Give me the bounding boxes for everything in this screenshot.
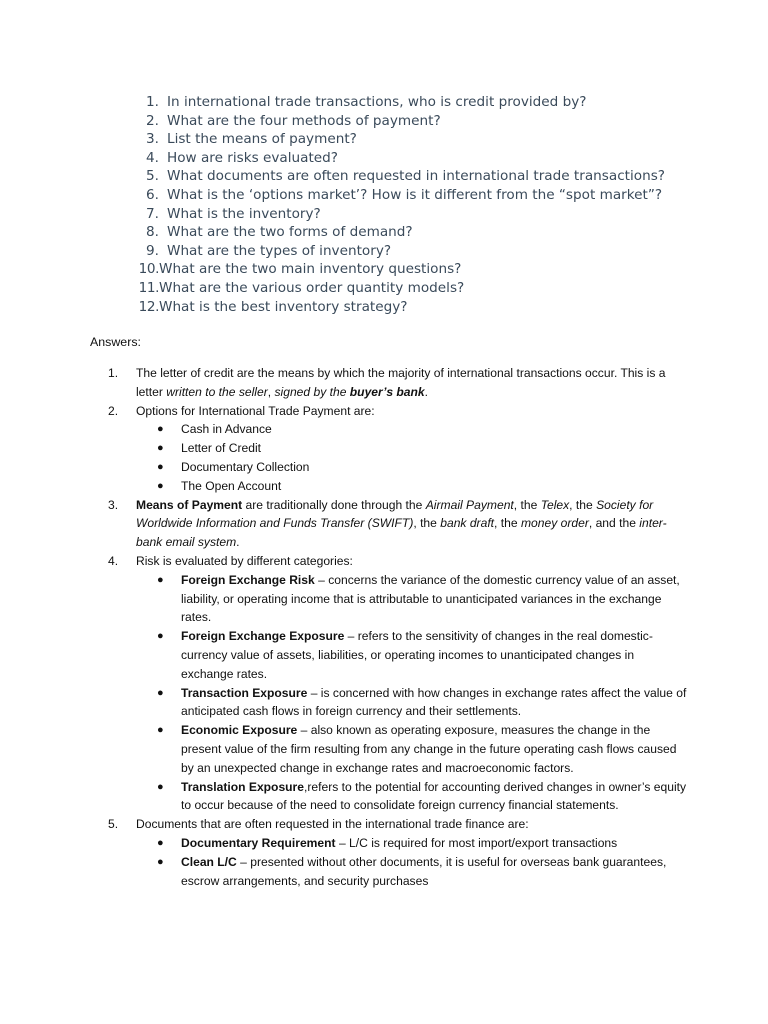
bullet-item: [157, 458, 688, 477]
list-item: [133, 186, 733, 205]
bullet-term: Translation Exposure: [181, 779, 304, 794]
question-number: 6.: [146, 186, 159, 203]
question-text: What is the ‘options market’? How is it different from the “spot market”?: [167, 186, 663, 203]
bullet-icon: ●: [157, 442, 164, 455]
answer-item-1: [108, 364, 688, 402]
question-text: In international trade transactions, who is credit provided by?: [167, 94, 587, 110]
list-item: [133, 298, 733, 317]
bullet-icon: ●: [157, 460, 164, 473]
question-number: 12.: [138, 298, 159, 315]
bullet-icon: ●: [157, 855, 164, 868]
list-item: [133, 112, 733, 131]
bullet-term: Clean L/C: [181, 854, 237, 869]
bullet-text: Documentary Collection: [181, 459, 310, 474]
bullet-text: [181, 721, 688, 777]
question-number: 2.: [146, 112, 159, 129]
bullet-text: The Open Account: [181, 478, 282, 493]
bullet-text: [181, 778, 688, 816]
answer-number: 3.: [108, 497, 119, 512]
answer-number: 5.: [108, 817, 119, 832]
bullet-text: [181, 627, 688, 683]
answer-text-italic: written to the seller: [166, 384, 268, 399]
question-number: 10.: [138, 261, 159, 278]
list-item: [133, 205, 733, 224]
bullet-icon: ●: [157, 686, 164, 699]
answer-text-part: are traditionally done through the: [242, 497, 426, 512]
answer-body: [136, 815, 688, 890]
question-number: 4.: [146, 149, 159, 166]
bullet-description: – presented without other documents, it is useful for overseas bank guarantees, escrow arrangements, and security purchases: [181, 854, 667, 888]
list-item: [133, 149, 733, 168]
question-text: What are the four methods of payment?: [167, 112, 441, 129]
bullet-item: [157, 721, 688, 777]
answer-number: 2.: [108, 403, 119, 418]
answer-text-italic: bank draft: [440, 516, 495, 531]
bullet-description: – is concerned with how changes in exchange rates affect the value of anticipated cash flows in foreign currency and their settlements.: [181, 685, 687, 719]
question-text: What are the various order quantity models?: [159, 279, 465, 296]
bullet-item: [157, 571, 688, 627]
answer-text-italic: Telex: [540, 497, 570, 512]
answer-intro: Documents that are often requested in the international trade finance are:: [136, 817, 529, 832]
question-text: What are the types of inventory?: [167, 242, 392, 259]
bullet-list: [136, 571, 688, 815]
bullet-icon: ●: [157, 423, 164, 436]
bullet-item: [157, 439, 688, 458]
answer-text: [136, 364, 688, 402]
question-number: 5.: [146, 168, 159, 185]
bullet-description: – L/C is required for most import/export transactions: [335, 835, 618, 850]
list-item: [133, 223, 733, 242]
bullet-icon: ●: [157, 836, 164, 849]
question-number: 7.: [146, 205, 159, 222]
answer-text-part: ,: [267, 384, 275, 399]
question-text: What documents are often requested in international trade transactions?: [167, 168, 666, 185]
bullet-description: ,refers to the potential for accounting derived changes in owner’s equity to occur because of the need to consolidate foreign currency financial statements.: [181, 779, 687, 813]
bullet-icon: ●: [157, 479, 164, 492]
answer-intro: Options for International Trade Payment are:: [136, 403, 375, 418]
answers-heading: Answers:: [90, 335, 141, 349]
answer-text-part: The letter of credit are the means by which the majority of international transactions occur. This is a letter: [136, 366, 666, 399]
answer-text-part: , and the: [588, 516, 640, 531]
answer-item-4: [108, 552, 688, 815]
list-item: [133, 260, 733, 279]
list-item: [133, 167, 733, 186]
list-item: [133, 242, 733, 261]
answer-item-2: [108, 402, 688, 496]
answer-item-3: [108, 496, 688, 552]
answer-item-5: [108, 815, 688, 890]
bullet-item: [157, 778, 688, 816]
question-text: What is the inventory?: [167, 205, 321, 222]
bullet-item: [157, 684, 688, 722]
question-number: 9.: [146, 242, 159, 259]
bullet-text: Letter of Credit: [181, 441, 261, 456]
list-item: [133, 93, 733, 112]
bullet-term: Documentary Requirement: [181, 835, 336, 850]
answer-body: [136, 552, 688, 815]
bullet-description: – also known as operating exposure, measures the change in the present value of the firm resulting from any change in the future operating cash flows caused by an unexpected change in exchange rates and macroeconomic factors.: [181, 723, 677, 775]
answer-intro: Risk is evaluated by different categories:: [136, 553, 353, 568]
bullet-text: [181, 571, 688, 627]
bullet-text: [181, 853, 688, 891]
answer-text-part: , the: [494, 516, 521, 531]
bullet-text: [181, 834, 688, 853]
answer-text-part: .: [236, 535, 240, 550]
bullet-description: – refers to the sensitivity of changes in the real domestic-currency value of assets, liabilities, or operating incomes to unanticipated changes in exchange rates.: [181, 629, 653, 681]
bullet-list: [136, 420, 688, 495]
answer-text-italic: inter-bank email system: [136, 516, 667, 550]
answers-list: [108, 364, 688, 890]
answer-text-italic: signed by the: [274, 384, 350, 399]
answer-text-part: .: [424, 384, 429, 399]
bullet-term: Foreign Exchange Exposure: [181, 629, 345, 644]
question-number: 11.: [138, 279, 159, 296]
answer-text-part: , the: [413, 516, 441, 531]
answer-text-italic: Airmail Payment: [425, 497, 514, 512]
questions-list: [133, 93, 733, 316]
answer-text-italic: Society for Worldwide Information and Funds Transfer (SWIFT): [136, 497, 654, 531]
bullet-icon: ●: [157, 573, 164, 586]
question-number: 3.: [146, 131, 159, 148]
question-text: What are the two forms of demand?: [167, 224, 413, 241]
question-text: What is the best inventory strategy?: [159, 298, 408, 315]
bullet-description: – concerns the variance of the domestic currency value of an asset, liability, or operating income that is attributable to unanticipated variances in the exchange rates.: [181, 572, 680, 625]
bullet-text: [181, 684, 688, 722]
bullet-icon: ●: [157, 724, 164, 737]
question-text: List the means of payment?: [167, 131, 357, 148]
answer-text-part: , the: [513, 497, 541, 512]
answer-text: [136, 496, 688, 552]
bullet-text: Cash in Advance: [181, 422, 272, 437]
bullet-list: [136, 834, 688, 890]
answer-number: 1.: [108, 366, 119, 380]
list-item: [133, 130, 733, 149]
answer-text-bold-italic: buyer’s bank: [349, 384, 425, 399]
list-item: [133, 279, 733, 298]
bullet-item: [157, 627, 688, 683]
question-text: What are the two main inventory questions?: [159, 261, 462, 278]
answer-term: Means of Payment: [136, 497, 243, 512]
answer-text-italic: money order: [520, 516, 589, 531]
bullet-icon: ●: [157, 780, 164, 793]
answer-text-part: , the: [569, 497, 597, 512]
answer-number: 4.: [108, 553, 119, 568]
bullet-term: Economic Exposure: [181, 723, 298, 738]
bullet-item: [157, 834, 688, 853]
bullet-term: Transaction Exposure: [181, 685, 308, 700]
bullet-item: [157, 477, 688, 496]
question-number: 8.: [146, 224, 159, 241]
bullet-item: [157, 420, 688, 439]
bullet-term: Foreign Exchange Risk: [181, 572, 315, 587]
question-text: How are risks evaluated?: [167, 149, 339, 166]
bullet-item: [157, 853, 688, 891]
bullet-icon: ●: [157, 630, 164, 643]
answer-body: [136, 402, 688, 496]
question-number: 1.: [146, 94, 159, 110]
